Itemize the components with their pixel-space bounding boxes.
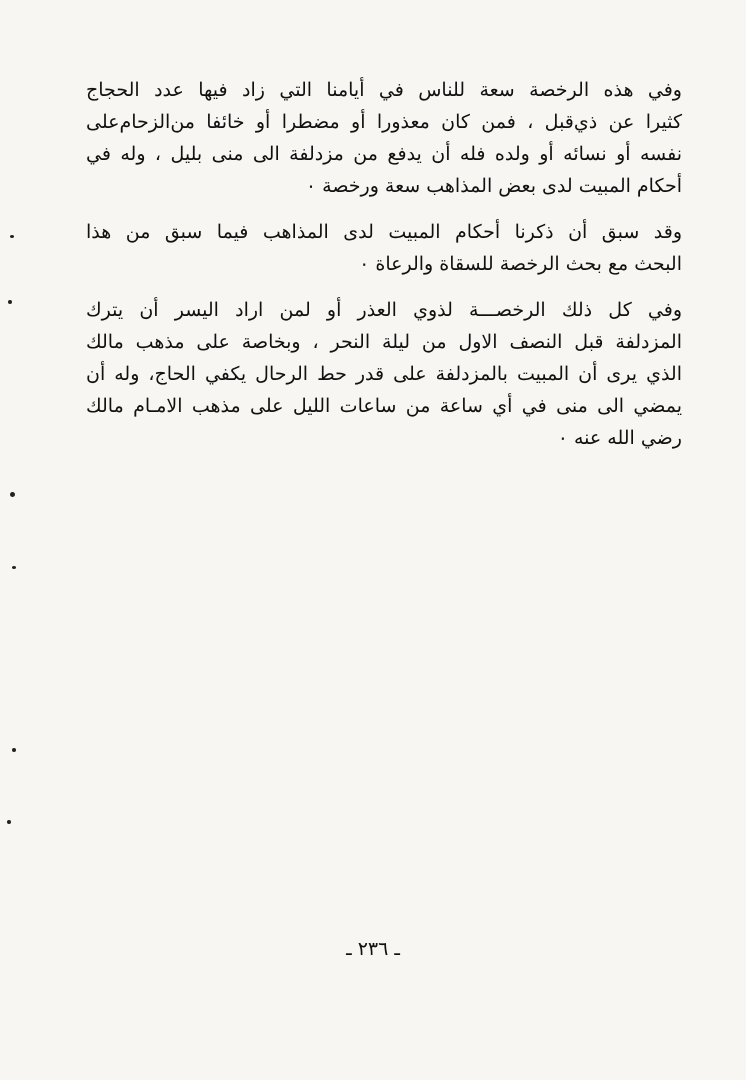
text-line: رضي الله عنه ٠ <box>557 427 682 449</box>
scan-speck <box>12 748 16 752</box>
scan-speck <box>10 492 15 497</box>
text-line: البحث مع بحث الرخصة للسقاة والرعاة ٠ <box>359 253 682 275</box>
text-line: كثيرا عن ذي‌قبل ، فمن كان معذورا أو مضطرا أو خائفا من‌الزحام‌على <box>86 111 682 133</box>
page-number: ـ ٢٣٦ ـ <box>346 938 400 960</box>
text-line: يمضي الى منى في أي ساعة من ساعات الليل على مذهب الامـام مالك <box>86 395 682 417</box>
paragraph-3 <box>86 294 682 454</box>
text-line: وفي هذه الرخصة سعة للناس في أيامنا التي زاد فيها عدد الحجاج <box>86 79 682 101</box>
text-line: نفسه أو نسائه أو ولده فله أن يدفع من مزدلفة الى منى بليل ، وله في <box>86 143 682 165</box>
scan-speck <box>10 235 14 238</box>
text-line: الذي يرى أن المبيت بالمزدلفة على قدر حط الرحال يكفي الحاج، وله أن <box>86 363 682 385</box>
page-body <box>86 74 682 468</box>
text-line: المزدلفة قبل النصف الاول من ليلة النحر ، وبخاصة على مذهب مالك <box>86 331 682 353</box>
text-line: أحكام المبيت لدى بعض المذاهب سعة ورخصة ٠ <box>305 175 682 197</box>
text-line: وفي كل ذلك الرخصـــة لذوي العذر أو لمن اراد اليسر أن يترك <box>86 299 682 321</box>
paragraph-2 <box>86 216 682 280</box>
scan-speck <box>7 820 11 824</box>
text-line: وقد سبق أن ذكرنا أحكام المبيت لدى المذاهب فيما سبق من هذا <box>86 221 682 243</box>
scan-speck <box>12 566 16 569</box>
paragraph-1 <box>86 74 682 202</box>
scan-speck <box>8 300 12 304</box>
